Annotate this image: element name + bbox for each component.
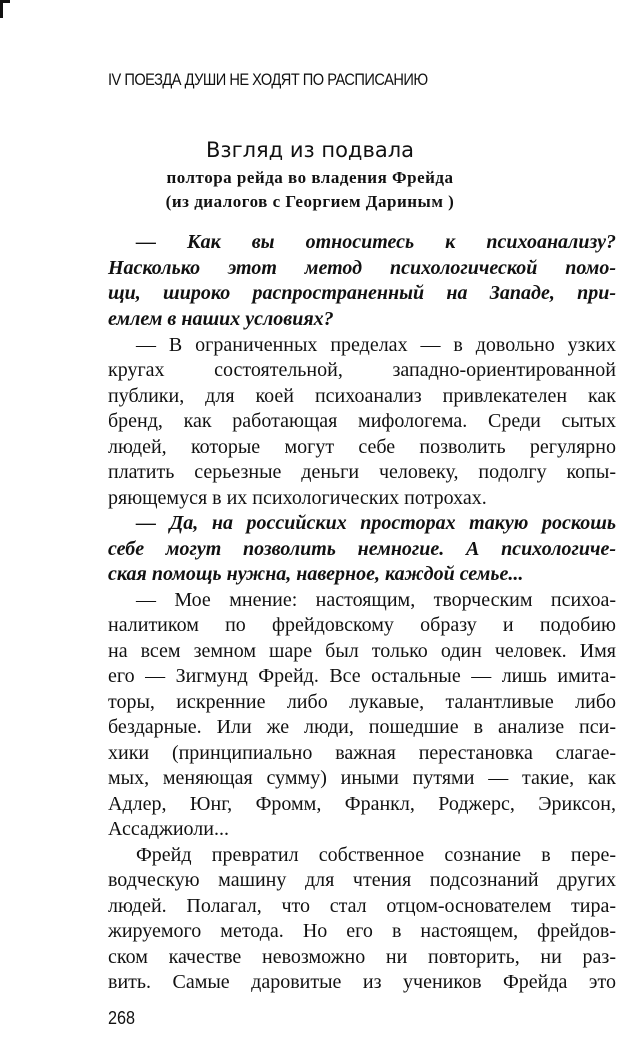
answer-line: Ассаджиоли...: [108, 818, 229, 840]
page-number: 268: [108, 1008, 136, 1028]
question-line: себе могут позволить немногие. А психологиче-: [108, 538, 616, 560]
answer-line: публики, для коей психоанализ привлекателен как: [108, 385, 616, 407]
answer-line: Адлер, Юнг, Фромм, Франкл, Роджерс, Эриксон,: [108, 793, 616, 815]
answer-line: бренд, как работающая мифологема. Среди сытых: [108, 410, 616, 432]
answer-line: бездарные. Или же люди, пошедшие в анализе пси-: [108, 716, 616, 738]
body-line: вить. Самые даровитые из учеников Фрейда это: [108, 971, 616, 993]
answer-line: ряющемуся в их психологических потрохах.: [108, 487, 487, 509]
answer-line: на всем земном шаре был только один человек. Имя: [108, 640, 616, 662]
question-line: щи, широко распространенный на Западе, при-: [108, 282, 616, 304]
question-line: — Как вы относитесь к психоанализу?: [136, 231, 616, 253]
question-line: Насколько этот метод психологической помо-: [108, 257, 616, 279]
running-head: IV ПОЕЗДА ДУШИ НЕ ХОДЯТ ПО РАСПИСАНИЮ: [108, 70, 428, 89]
section-subtitle: полтора рейда во владения Фрейда: [166, 168, 454, 187]
section-subtitle-source: (из диалогов с Георгием Дариным ): [165, 192, 455, 211]
section-title: Взгляд из подвала: [206, 138, 414, 162]
question-line: ская помощь нужна, наверное, каждой семье...: [108, 563, 524, 585]
question-line: — Да, на российских просторах такую роскошь: [136, 512, 616, 534]
body-line: жируемого метода. Но его в настоящем, фрейдов-: [108, 920, 616, 942]
answer-line: хики (принципиально важная перестановка слагае-: [108, 742, 616, 764]
answer-line: торы, искренние либо лукавые, талантливые либо: [108, 691, 616, 713]
body-line: ском качестве невозможно ни повторить, ни раз-: [108, 946, 616, 968]
body-line: людей. Полагал, что стал отцом-основателем тира-: [108, 895, 616, 917]
answer-line: — Мое мнение: настоящим, творческим психоа-: [136, 589, 616, 611]
answer-line: налитиком по фрейдовскому образу и подобию: [108, 614, 616, 636]
answer-line: мых, меняющая сумму) иными путями — такие, как: [108, 767, 616, 789]
body-line: водческую машину для чтения подсознаний других: [108, 869, 616, 891]
answer-line: его — Зигмунд Фрейд. Все остальные — лишь имита-: [108, 665, 616, 687]
answer-line: людей, которые могут себе позволить регулярно: [108, 436, 616, 458]
scan-corner-mark: [0, 0, 10, 18]
answer-line: кругах состоятельной, западно-ориентированной: [108, 359, 616, 381]
answer-line: — В ограниченных пределах — в довольно узких: [136, 334, 616, 356]
question-line: емлем в наших условиях?: [108, 308, 334, 330]
body-line: Фрейд превратил собственное сознание в пере-: [136, 844, 616, 866]
answer-line: платить серьезные деньги человеку, подолгу копы-: [108, 461, 616, 483]
